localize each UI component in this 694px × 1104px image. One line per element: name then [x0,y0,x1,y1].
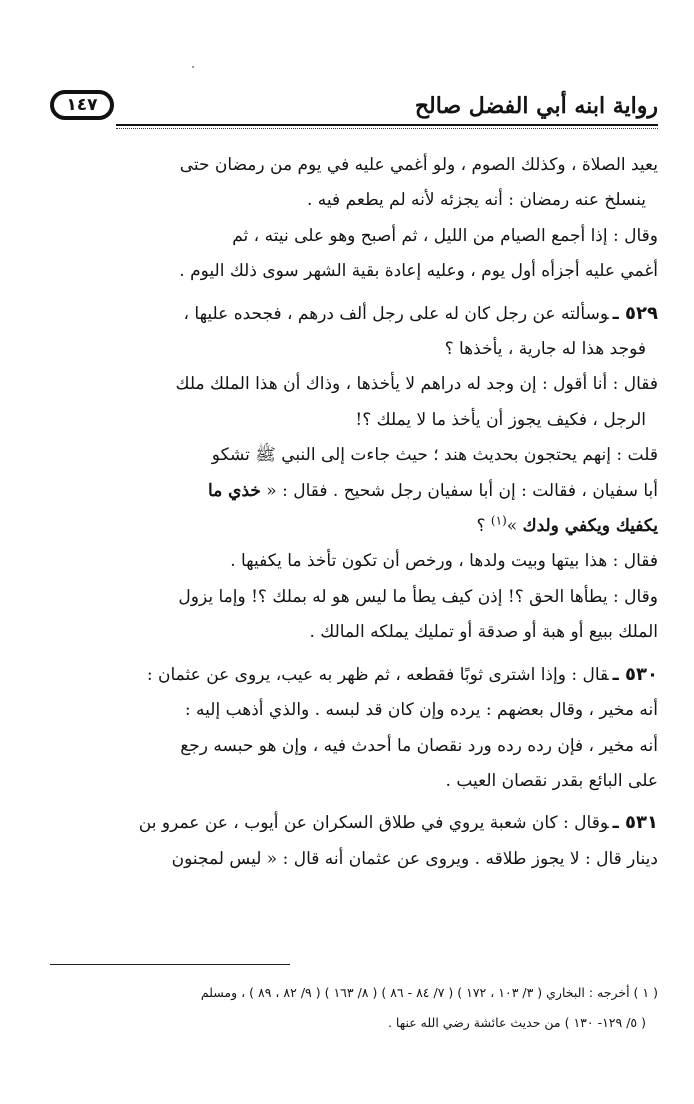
text-line: وقال : يطأها الحق ؟! إذن كيف يطأ ما ليس هو له بملك ؟! وإما يزول [178,586,658,607]
footnotes [50,978,658,1038]
line-text: أبا سفيان ، فقالت : إن أبا سفيان رجل شحيح . فقال : « [260,480,658,501]
paragraph-531 [50,805,658,877]
page-body [50,148,658,877]
text-line: فوجد هذا له جارية ، يأخذها ؟ [444,339,646,360]
line-text: قال : وإذا اشترى ثوبًا فقطعه ، ثم ظهر به عيب، يروى عن عثمان : [146,664,609,685]
hadith-quote: خذي ما [207,480,261,501]
text-line: أغمي عليه أجزأه أول يوم ، وعليه إعادة بقية الشهر سوى ذلك اليوم . [179,261,658,282]
hadith-quote: يكفيك ويكفي ولدك [522,516,658,537]
page-number-badge: ١٤٧ [50,90,114,120]
page-header [50,78,658,128]
text-line: يعيد الصلاة ، وكذلك الصوم ، ولو أغمي عليه في يوم من رمضان حتى [179,155,658,175]
text-line: قلت : إنهم يحتجون بحديث هند ؛ حيث جاءت إلى النبي ﷺ تشكو [211,445,658,466]
paragraph-number: ٥٢٩ ـ [612,302,658,324]
book-page [50,78,658,1088]
text-line: أنه مخير ، فإن رده رده ورد نقصان ما أحدث فيه ، وإن هو حبسه رجع [180,735,658,756]
line-text: وقال : كان شعبة يروي في طلاق السكران عن أيوب ، عن عمرو بن [138,813,609,834]
header-dotted-rule [116,128,658,129]
paragraph-number: ٥٣٠ ـ [612,663,658,685]
footnote-marker: (١) [490,513,507,528]
footnote-separator [50,964,290,965]
text-line [50,296,658,332]
text-line [50,805,658,841]
running-title: رواية ابنه أبي الفضل صالح [414,93,658,119]
speck-mark [192,66,194,68]
text-line: ينسلخ عنه رمضان : أنه يجزئه لأنه لم يطعم فيه . [306,190,646,211]
line-text: وسألته عن رجل كان له على رجل ألف درهم ، فجحده عليها ، [183,303,609,324]
paragraph-number: ٥٣١ ـ [612,812,658,834]
line-text: ؟ [476,516,491,537]
text-line: الرجل ، فكيف يجوز أن يأخذ ما لا يملك ؟! [355,409,646,430]
text-line: أنه مخير ، وقال بعضهم : يرده وإن كان قد لبسه . والذي أذهب إليه : [184,700,658,721]
text-line: فقال : أنا أقول : إن وجد له دراهم لا يأخذها ، وذاك أن هذا الملك ملك [175,374,658,395]
paragraph-529 [50,296,658,651]
continuation-paragraph [50,148,658,290]
text-line: فقال : هذا بيتها وبيت ولدها ، ورخص أن تكون تأخذ ما يكفيها . [230,551,658,572]
header-rule [116,124,658,126]
footnote-line: ( ١ ) أخرجه : البخاري ( ٣/ ١٠٣ ، ١٧٢ ) ( ٧/ ٨٤ - ٨٦ ) ( ٨/ ١٦٣ ) ( ٩/ ٨٢ ، ٨٩ ) ، ومسلم [200,985,658,1000]
line-text: » [506,516,523,537]
text-line [50,509,658,544]
paragraph-530 [50,657,658,800]
text-line: وقال : إذا أجمع الصيام من الليل ، ثم أصبح وهو على نيته ، ثم [232,225,658,246]
footnote-line: ( ٥/ ١٢٩- ١٣٠ ) من حديث عائشة رضي الله عنها . [387,1015,646,1030]
text-line: دينار قال : لا يجوز طلاقه . ويروى عن عثمان أنه قال : « ليس لمجنون [171,848,658,869]
text-line [50,657,658,693]
text-line [50,474,658,509]
text-line: الملك ببيع أو هبة أو صدقة أو تمليك يملكه المالك . [309,622,658,643]
text-line: على البائع بقدر نقصان العيب . [445,770,658,791]
